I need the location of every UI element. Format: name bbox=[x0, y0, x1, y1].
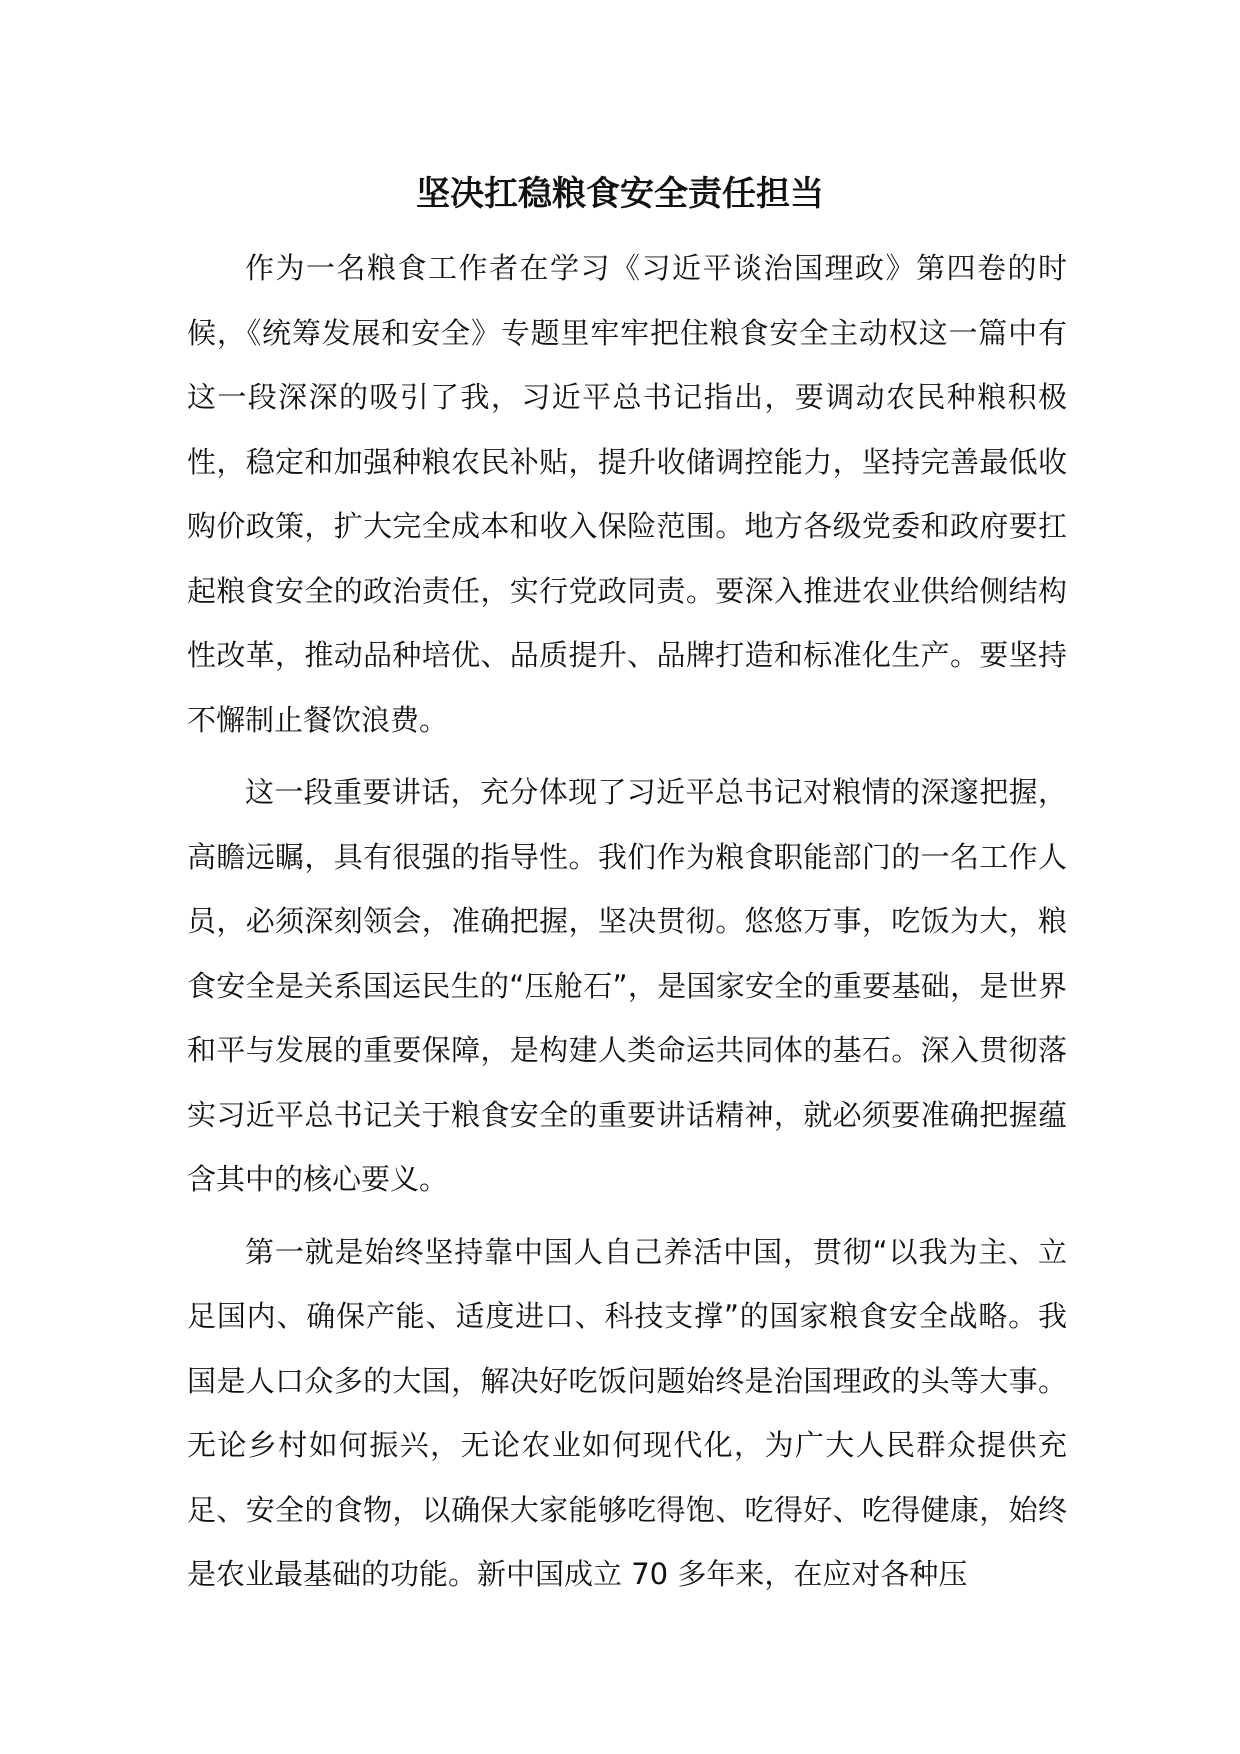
document-title: 坚决扛稳粮食安全责任担当 bbox=[416, 174, 824, 214]
paragraph-3: 第一就是始终坚持靠中国人自己养活中国，贯彻“以我为主、立足国内、确保产能、适度进口、科技支撑”的国家粮食安全战略。我国是人口众多的大国，解决好吃饭问题始终是治国理政的头等大事。无论乡村如何振兴，无论农业如何现代化，为广大人民群众提供充足、安全的食物，以确保大家能够吃得饱、吃得好、吃得健康，始终是农业最基础的功能。新中国成立 70 多年来，在应对各种压 bbox=[187, 1234, 1067, 1591]
paragraph-2: 这一段重要讲话，充分体现了习近平总书记对粮情的深邃把握，高瞻远瞩，具有很强的指导性。我们作为粮食职能部门的一名工作人员，必须深刻领会，准确把握，坚决贯彻。悠悠万事，吃饭为大，粮食安全是关系国运民生的“压舱石”，是国家安全的重要基础，是世界和平与发展的重要保障，是构建人类命运共同体的基石。深入贯彻落实习近平总书记关于粮食安全的重要讲话精神，就必须要准确把握蕴含其中的核心要义。 bbox=[187, 775, 1067, 1196]
document-body bbox=[187, 236, 1067, 1615]
paragraph-1: 作为一名粮食工作者在学习《习近平谈治国理政》第四卷的时候，《统筹发展和安全》专题里牢牢把住粮食安全主动权这一篇中有这一段深深的吸引了我，习近平总书记指出，要调动农民种粮积极性，稳定和加强种粮农民补贴，提升收储调控能力，坚持完善最低收购价政策，扩大完全成本和收入保险范围。地方各级党委和政府要扛起粮食安全的政治责任，实行党政同责。要深入推进农业供给侧结构性改革，推动品种培优、品质提升、品牌打造和标准化生产。要坚持不懈制止餐饮浪费。 bbox=[187, 251, 1067, 737]
